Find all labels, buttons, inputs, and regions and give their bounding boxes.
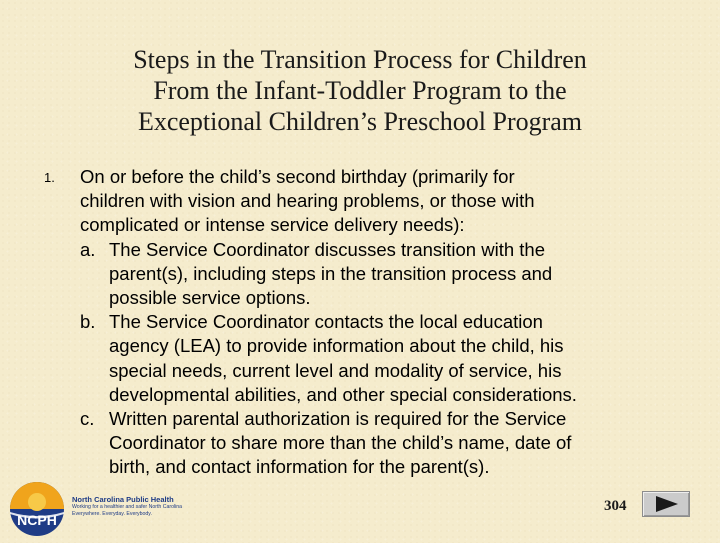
step-line: On or before the child’s second birthday (primarily for (80, 166, 515, 187)
subitem-line: Written parental authorization is required for the Service (109, 408, 567, 430)
logo-org-name: North Carolina Public Health (72, 495, 174, 504)
subitem-line: agency (LEA) to provide information about the child, his (109, 335, 564, 357)
title-line-3: Exceptional Children’s Preschool Program (137, 107, 583, 136)
subitem-marker: a. (80, 238, 96, 260)
step-number: 1. (44, 170, 55, 185)
logo-text (72, 495, 232, 517)
page-number: 304 (604, 498, 627, 514)
subitem-a (80, 238, 684, 311)
slide-title (60, 44, 660, 137)
play-triangle-icon (656, 496, 678, 512)
subitem-line: special needs, current level and modality of service, his (109, 359, 562, 381)
title-line-1: Steps in the Transition Process for Children (133, 45, 587, 74)
subitem-marker: c. (80, 408, 95, 430)
subitem-line: developmental abilities, and other special considerations. (109, 383, 577, 405)
subitem-b (80, 310, 684, 407)
logo-tagline: Everywhere. Everyday. Everybody. (72, 510, 152, 517)
step-text (80, 165, 684, 238)
logo-acronym: NCPH (17, 512, 57, 528)
step-line: complicated or intense service delivery needs): (80, 214, 465, 236)
subitem-line: possible service options. (109, 287, 311, 309)
ncph-logo (2, 476, 230, 538)
subitem-c (80, 407, 684, 480)
subitem-line: birth, and contact information for the parent(s). (109, 456, 490, 478)
logo-tagline: Working for a healthier and safer North Carolina (72, 504, 183, 510)
step-line: children with vision and hearing problems, or those with (80, 190, 535, 212)
ncph-emblem-icon (2, 476, 72, 538)
subitem-marker: b. (80, 311, 96, 333)
subitem-line: The Service Coordinator contacts the local education (109, 311, 543, 333)
subitem-line: parent(s), including steps in the transition process and (109, 262, 553, 284)
next-slide-button[interactable] (642, 491, 690, 517)
subitem-line: Coordinator to share more than the child’s name, date of (109, 432, 572, 454)
step-list (44, 165, 684, 480)
subitem-line: The Service Coordinator discusses transition with the (109, 238, 545, 260)
title-line-2: From the Infant-Toddler Program to the (153, 76, 567, 105)
